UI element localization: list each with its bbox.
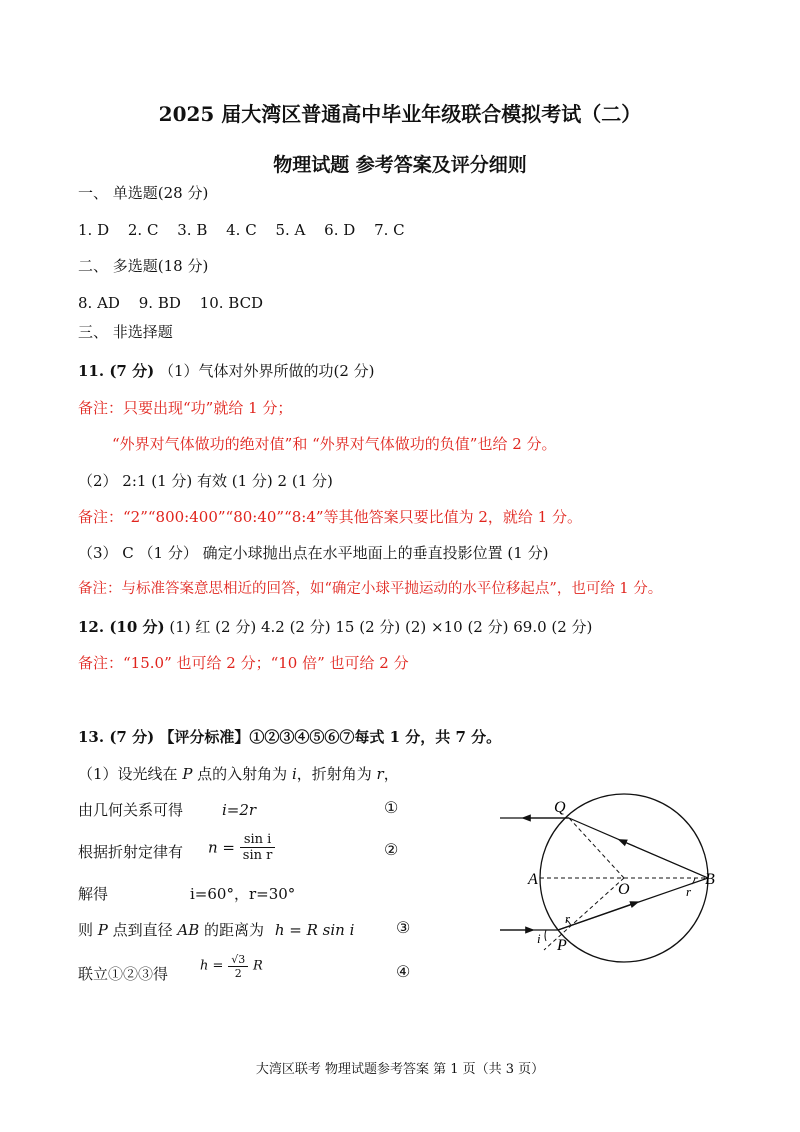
- answer: 5. A: [275, 221, 306, 239]
- text: ，: [383, 765, 399, 783]
- answer: 4. C: [226, 221, 257, 239]
- q13-step1-text: 由几何关系可得: [78, 801, 184, 819]
- answer: 1. D: [78, 221, 110, 239]
- reflected-ray-arrow: [622, 841, 708, 878]
- q12-label: 12. (10 分): [78, 618, 165, 636]
- document-subtitle: 物理试题 参考答案及评分细则: [273, 154, 527, 176]
- label-O: O: [618, 881, 630, 898]
- label-Q: Q: [554, 799, 566, 816]
- label-P: P: [557, 937, 567, 954]
- var-i: i: [291, 765, 297, 783]
- var-P: P: [97, 921, 108, 939]
- answer: 9. BD: [138, 294, 181, 312]
- answer: 7. C: [374, 221, 405, 239]
- q11-note2: 备注：“2”“800:400”“80:40”“8:4”等其他答案只要比值为 2，就给 1 分。: [78, 508, 582, 526]
- var-AB: AB: [177, 921, 200, 939]
- radius-OQ: [569, 818, 624, 878]
- eq-h: h = R sin i: [274, 921, 355, 939]
- q11-note1a: 备注：只要出现“功”就给 1 分；: [78, 399, 293, 417]
- q11-part2: （2） 2:1 (1 分) 有效 (1 分) 2 (1 分): [78, 472, 333, 490]
- q11-part1-text: （1）气体对外界所做的功(2 分): [158, 362, 375, 380]
- document-title: 2025 届大湾区普通高中毕业年级联合模拟考试（二）: [158, 102, 642, 126]
- section1-heading: 一、 单选题(28 分): [78, 184, 209, 202]
- q12-text: (1) 红 (2 分) 4.2 (2 分) 15 (2 分) (2) ×10 (2 分) 69.0 (2 分): [169, 618, 593, 636]
- q12-note: 备注：“15.0” 也可给 2 分；“10 倍” 也可给 2 分: [78, 654, 409, 672]
- text: ，折射角为: [296, 765, 377, 783]
- label-i-at-P: i: [537, 931, 541, 946]
- eq-number-2: ②: [384, 840, 399, 859]
- var-P: P: [182, 765, 193, 783]
- q13-step1-eq: i=2r: [222, 801, 257, 819]
- label-r-at-B: r: [686, 884, 692, 899]
- eq-lhs: n =: [208, 838, 235, 857]
- q13-step5-text: 联立①②③得: [78, 965, 169, 983]
- section3-heading: 三、 非选择题: [78, 323, 173, 341]
- q11-note1b: “外界对气体做功的绝对值”和 “外界对气体做功的负值”也给 2 分。: [112, 435, 557, 453]
- eq-number-3: ③: [396, 918, 411, 937]
- q11-note3: 备注：与标准答案意思相近的回答，如“确定小球平抛运动的水平位移起点”，也可给 1 分。: [78, 581, 663, 597]
- text: 的距离为: [199, 921, 265, 939]
- q13-label: 13. (7 分): [78, 728, 155, 746]
- answer: 2. C: [127, 221, 159, 239]
- answer: 3. B: [177, 221, 208, 239]
- q11-part3: （3） C （1 分） 确定小球抛出点在水平地面上的垂直投影位置 (1 分): [78, 544, 549, 562]
- eq-lhs: h =: [200, 958, 224, 974]
- var-r: r: [376, 765, 384, 783]
- numerator: √3: [228, 953, 248, 967]
- denominator: sin r: [242, 848, 273, 863]
- answer: 8. AD: [78, 294, 120, 312]
- label-B: B: [705, 871, 715, 888]
- page-footer: 大湾区联考 物理试题参考答案 第 1 页（共 3 页）: [255, 1062, 545, 1077]
- answer: 6. D: [324, 221, 356, 239]
- label-r-at-P: r: [565, 911, 571, 926]
- q13-criteria: 【评分标准】①②③④⑤⑥⑦每式 1 分，共 7 分。: [159, 728, 502, 746]
- denominator: 2: [234, 967, 242, 980]
- angle-arc-i-at-P: [545, 930, 546, 941]
- q13-step3-eq: i=60°，r=30°: [190, 885, 296, 903]
- var-R: R: [252, 958, 263, 974]
- text: 点的入射角为: [192, 765, 292, 783]
- q13-step3-text: 解得: [78, 885, 109, 903]
- normal-OP: [544, 878, 624, 950]
- eq-number-4: ④: [396, 962, 411, 981]
- eq-number-1: ①: [384, 798, 399, 817]
- q13-step2-text: 根据折射定律有: [78, 843, 184, 861]
- text: （1）设光线在: [78, 765, 183, 783]
- text: 则: [78, 921, 98, 939]
- section2-heading: 二、 多选题(18 分): [78, 257, 209, 275]
- answer: 10. BCD: [199, 294, 264, 312]
- text: 点到直径: [107, 921, 178, 939]
- q11-label: 11. (7 分): [78, 362, 155, 380]
- label-A: A: [528, 871, 538, 888]
- numerator: sin i: [240, 832, 276, 848]
